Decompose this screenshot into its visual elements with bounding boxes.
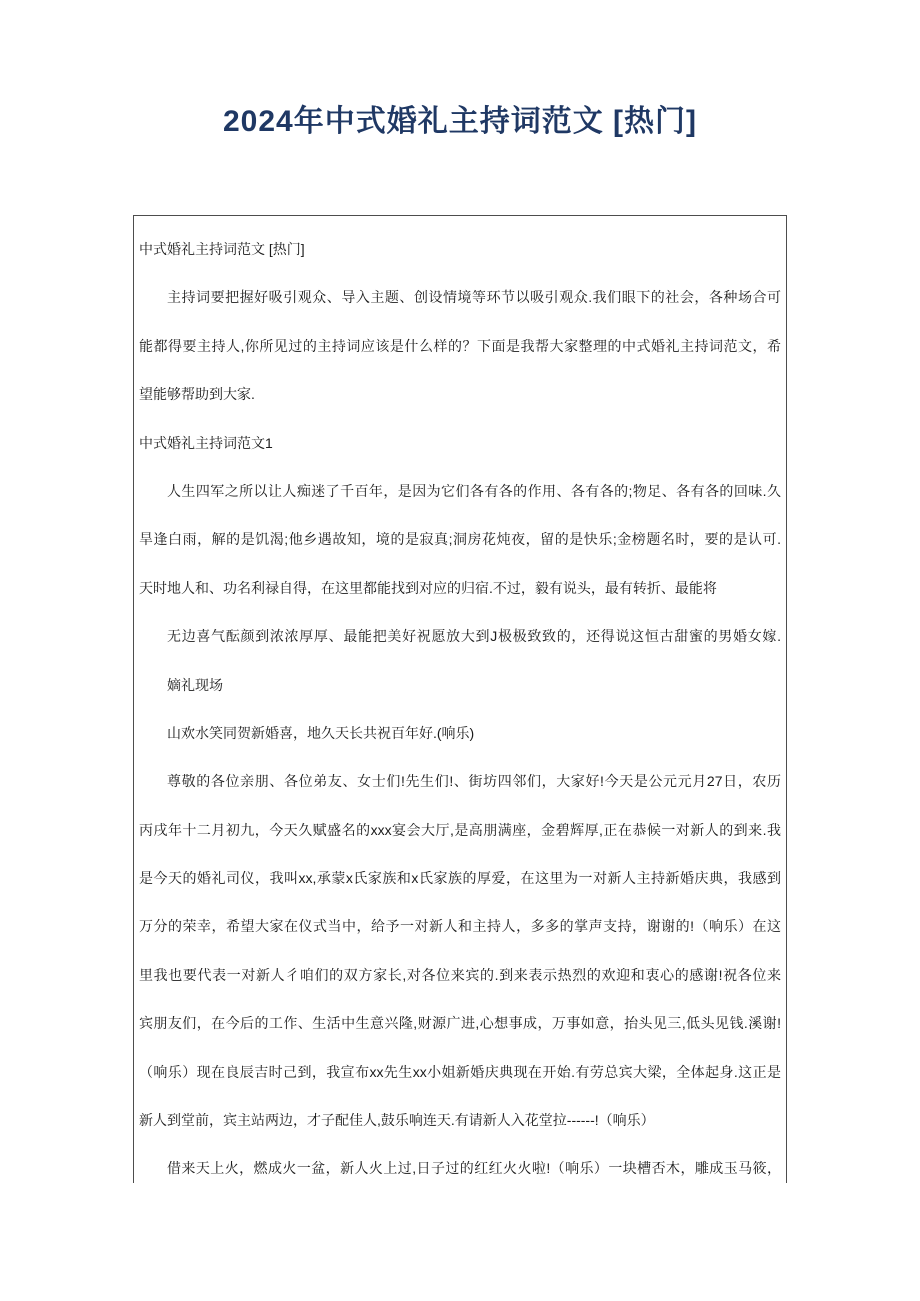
text-line: 新人到堂前，宾主站两边，才子配佳人,鼓乐响连天.有请新人入花堂拉------!（响乐） bbox=[139, 1112, 655, 1129]
page-title: 2024年中式婚礼主持词范文 [热门] bbox=[222, 105, 698, 138]
text-line: 天时地人和、功名利禄自得，在这里都能找到对应的归宿.不过，毅有说头，最有转折、最能将 bbox=[139, 579, 717, 596]
text-line: 是今天的婚礼司仪，我叫xx,承蒙x氏家族和x氏家族的厚爱，在这里为一对新人主持新婚庆典，我感到 bbox=[139, 870, 781, 887]
text-line: 丙戌年十二月初九，今天久赋盛名的xxx宴会大厅,是高朋满座，金碧辉厚,正在恭候一对新人的到来.我 bbox=[139, 821, 781, 838]
text-line: 主持词要把握好吸引观众、导入主题、创设情境等环节以吸引观众.我们眼下的社会，各种场合可 bbox=[167, 289, 781, 306]
text-line: 中式婚礼主持词范文1 bbox=[139, 434, 273, 451]
text-line: 旱逢白雨，解的是饥渴;他乡遇故知，境的是寂真;洞房花炖夜，留的是快乐;金榜题名时，要的是认可. bbox=[139, 531, 781, 548]
text-line: 尊敬的各位亲朋、各位弟友、女士们!先生们!、街坊四邻们，大家好!今天是公元元月27日，农历 bbox=[167, 773, 781, 790]
text-line: 嫡礼现场 bbox=[167, 676, 223, 693]
text-line: 宾朋友们，在今后的工作、生活中生意兴隆,财源广进,心想事成，万事如意，抬头见三,低头见钱.溪谢! bbox=[139, 1015, 781, 1032]
text-line: （响乐）现在良辰吉时己到，我宣布xx先生xx小姐新婚庆典现在开始.有劳总宾大梁，全体起身.这正是 bbox=[139, 1063, 781, 1080]
text-line: 望能够帮助到大家. bbox=[139, 386, 255, 403]
text-line: 借来天上火，燃成火一盆，新人火上过,日子过的红红火火啦!（响乐）一块槽否木，雕成玉马筱， bbox=[167, 1160, 781, 1177]
text-line: 能都得要主持人,你所见过的主持词应该是什么样的？下面是我帮大家整理的中式婚礼主持词范文，希 bbox=[139, 337, 781, 354]
text-line: 无边喜气酝颜到浓浓厚厚、最能把美好祝愿放大到J极极致致的，还得说这恒古甜蜜的男婚女嫁. bbox=[167, 628, 781, 645]
text-line: 山欢水笑同贺新婚喜，地久天长共祝百年好.(响乐) bbox=[167, 724, 475, 741]
document-body bbox=[139, 225, 781, 1193]
text-line: 人生四军之所以让人痴迷了千百年，是因为它们各有各的作用、各有各的;物足、各有各的回味.久 bbox=[167, 482, 781, 499]
content-box bbox=[133, 215, 787, 1183]
text-line: 里我也要代表一对新人彳咱们的双方家长,对各位来宾的.到来表示热烈的欢迎和衷心的感谢!祝各位来 bbox=[139, 966, 781, 983]
text-line: 万分的荣幸，希望大家在仪式当中，给予一对新人和主持人，多多的掌声支持，谢谢的!（响乐）在这 bbox=[139, 918, 781, 935]
text-line: 中式婚礼主持词范文 [热门] bbox=[139, 241, 305, 257]
